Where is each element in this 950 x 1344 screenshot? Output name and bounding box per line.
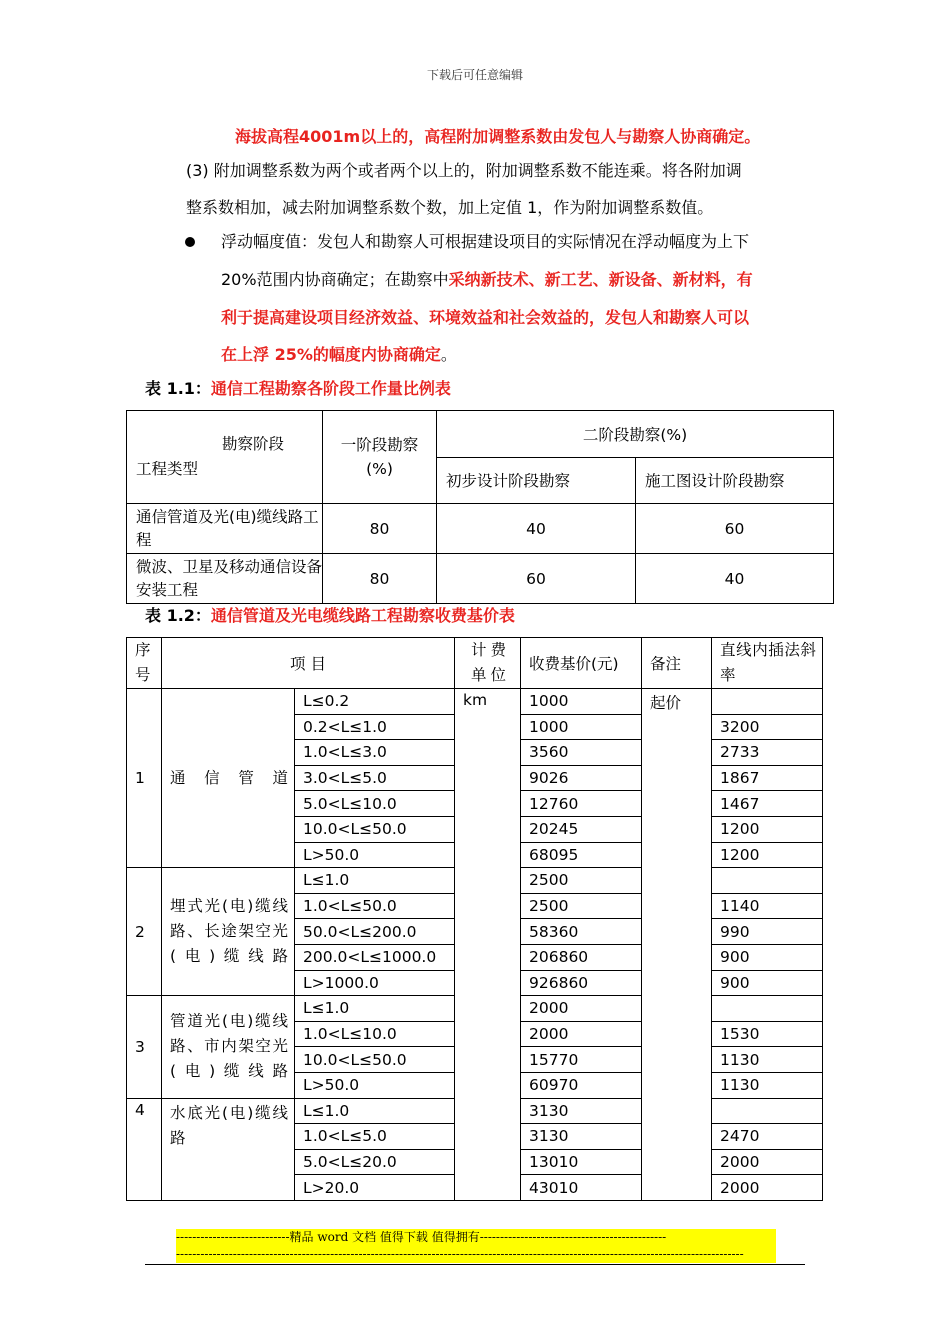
- price-cell: 58360: [521, 919, 642, 945]
- table2-caption-prefix: 表 1.2：: [145, 606, 211, 625]
- price-cell: 926860: [521, 970, 642, 996]
- group-name: 埋式光(电)缆线路、长途架空光(电)缆线路: [162, 868, 295, 996]
- table-header-row: [127, 638, 823, 689]
- table2-caption: [145, 606, 515, 626]
- range-cell: 0.2<L≤1.0: [295, 714, 455, 740]
- price-cell: 60970: [521, 1072, 642, 1098]
- range-cell: L≤1.0: [295, 1098, 455, 1124]
- para-line-4: 浮动幅度值：发包人和勘察人可根据建设项目的实际情况在浮动幅度为上下: [221, 232, 750, 251]
- price-header: 收费基价(元): [521, 638, 642, 689]
- range-cell: L≤0.2: [295, 689, 455, 715]
- slope-cell: 1200: [712, 816, 823, 842]
- slope-cell: 1467: [712, 791, 823, 817]
- table-row: [127, 504, 834, 554]
- construction-cell: 60: [636, 504, 834, 554]
- price-cell: 3130: [521, 1098, 642, 1124]
- price-cell: 2000: [521, 1021, 642, 1047]
- stage-ratio-table: [126, 410, 834, 604]
- construction-cell: 40: [636, 554, 834, 604]
- group-number: 2: [127, 868, 162, 996]
- para-line-7a: 在上浮 25%的幅度内协商确定: [221, 345, 441, 364]
- one-stage-cell: 80: [323, 554, 437, 604]
- range-cell: 3.0<L≤5.0: [295, 765, 455, 791]
- range-cell: 5.0<L≤10.0: [295, 791, 455, 817]
- range-cell: L>1000.0: [295, 970, 455, 996]
- para-line-1: 海拔高程4001m以上的，高程附加调整系数由发包人与勘察人协商确定。: [235, 127, 761, 146]
- note-header: 备注: [642, 638, 712, 689]
- price-cell: 2000: [521, 996, 642, 1022]
- slope-cell: [712, 868, 823, 894]
- para-line-7b: 。: [440, 345, 457, 364]
- footer-dash-line: --------------------------------------------------------------------------------------------------------------------------------------------: [176, 1246, 776, 1263]
- slope-cell: 1140: [712, 893, 823, 919]
- slope-header: 直线内插法斜率: [712, 638, 823, 689]
- prelim-header: 初步设计阶段勘察: [437, 457, 636, 504]
- range-cell: 10.0<L≤50.0: [295, 816, 455, 842]
- range-cell: 50.0<L≤200.0: [295, 919, 455, 945]
- para-line-5b: 采纳新技术、新工艺、新设备、新材料，有: [448, 270, 753, 289]
- slope-cell: 900: [712, 970, 823, 996]
- stage1-header: [323, 411, 437, 504]
- price-cell: 20245: [521, 816, 642, 842]
- slope-cell: 3200: [712, 714, 823, 740]
- price-cell: 15770: [521, 1047, 642, 1073]
- price-cell: 2500: [521, 868, 642, 894]
- price-cell: 3130: [521, 1124, 642, 1150]
- one-stage-cell: 80: [323, 504, 437, 554]
- type-cell: 通信管道及光(电)缆线路工程: [127, 504, 323, 554]
- price-cell: 9026: [521, 765, 642, 791]
- page-header: 下载后可任意编辑: [426, 68, 523, 82]
- slope-cell: [712, 689, 823, 715]
- table2-caption-title: 通信管道及光电缆线路工程勘察收费基价表: [210, 606, 515, 625]
- slope-cell: [712, 1098, 823, 1124]
- range-cell: L>50.0: [295, 1072, 455, 1098]
- range-cell: 10.0<L≤50.0: [295, 1047, 455, 1073]
- slope-cell: 1200: [712, 842, 823, 868]
- slope-cell: 1130: [712, 1072, 823, 1098]
- footer-banner: ----------------------------精品 word 文档 值得下载 值得拥有----------------------------------------------: [176, 1229, 776, 1246]
- range-cell: 1.0<L≤10.0: [295, 1021, 455, 1047]
- price-cell: 2500: [521, 893, 642, 919]
- price-cell: 43010: [521, 1175, 642, 1201]
- slope-cell: 990: [712, 919, 823, 945]
- slope-cell: 1867: [712, 765, 823, 791]
- bullet-icon: [185, 237, 195, 247]
- table1-caption: [145, 379, 451, 399]
- type-cell: 微波、卫星及移动通信设备安装工程: [127, 554, 323, 604]
- table1-caption-prefix: 表 1.1：: [145, 379, 211, 398]
- slope-cell: 900: [712, 944, 823, 970]
- price-cell: 206860: [521, 944, 642, 970]
- slope-cell: 1130: [712, 1047, 823, 1073]
- group-name: 通信管道: [162, 689, 295, 868]
- range-cell: 1.0<L≤5.0: [295, 1124, 455, 1150]
- price-cell: 12760: [521, 791, 642, 817]
- slope-cell: 2470: [712, 1124, 823, 1150]
- para-line-6: 利于提高建设项目经济效益、环境效益和社会效益的，发包人和勘察人可以: [221, 308, 750, 327]
- price-cell: 13010: [521, 1149, 642, 1175]
- price-cell: 3560: [521, 740, 642, 766]
- diag-top: 勘察阶段: [222, 435, 285, 453]
- price-cell: 1000: [521, 689, 642, 715]
- footer-rule: [145, 1264, 805, 1265]
- construction-header: 施工图设计阶段勘察: [636, 457, 834, 504]
- range-cell: 200.0<L≤1000.0: [295, 944, 455, 970]
- range-cell: 5.0<L≤20.0: [295, 1149, 455, 1175]
- group-number: 4: [127, 1098, 162, 1200]
- range-cell: L≤1.0: [295, 996, 455, 1022]
- table1-caption-title: 通信工程勘察各阶段工作量比例表: [210, 379, 451, 398]
- stage1-label: 一阶段勘察: [340, 436, 419, 454]
- stage1-unit: (%): [366, 460, 393, 478]
- range-cell: 1.0<L≤3.0: [295, 740, 455, 766]
- range-cell: L≤1.0: [295, 868, 455, 894]
- price-cell: 1000: [521, 714, 642, 740]
- para-line-3: 整系数相加，减去附加调整系数个数，加上定值 1，作为附加调整系数值。: [186, 198, 714, 217]
- unit-cell: km: [455, 689, 521, 1201]
- table-row: [127, 554, 834, 604]
- prelim-cell: 60: [437, 554, 636, 604]
- slope-cell: [712, 996, 823, 1022]
- range-cell: L>20.0: [295, 1175, 455, 1201]
- group-name: 水底光(电)缆线路: [162, 1098, 295, 1200]
- slope-cell: 1530: [712, 1021, 823, 1047]
- group-number: 1: [127, 689, 162, 868]
- prelim-cell: 40: [437, 504, 636, 554]
- table-row: [127, 689, 823, 715]
- note-cell: 起价: [642, 689, 712, 1201]
- para-line-5a: 20%范围内协商确定；在勘察中: [221, 270, 449, 289]
- slope-cell: 2000: [712, 1149, 823, 1175]
- diag-header-cell: [127, 411, 323, 504]
- seq-header: 序号: [127, 638, 162, 689]
- stage2-header: 二阶段勘察(%): [437, 411, 834, 458]
- fee-price-table: [126, 637, 823, 1201]
- item-header: 项 目: [162, 638, 455, 689]
- slope-cell: 2733: [712, 740, 823, 766]
- slope-cell: 2000: [712, 1175, 823, 1201]
- range-cell: 1.0<L≤50.0: [295, 893, 455, 919]
- range-cell: L>50.0: [295, 842, 455, 868]
- unit-header: 计费单位: [455, 638, 521, 689]
- price-cell: 68095: [521, 842, 642, 868]
- para-line-5: [221, 270, 753, 290]
- group-number: 3: [127, 996, 162, 1098]
- diag-bottom: 工程类型: [136, 460, 199, 478]
- group-name: 管道光(电)缆线路、市内架空光(电)缆线路: [162, 996, 295, 1098]
- para-line-2: (3) 附加调整系数为两个或者两个以上的，附加调整系数不能连乘。将各附加调: [186, 161, 742, 180]
- para-line-7: [221, 345, 457, 365]
